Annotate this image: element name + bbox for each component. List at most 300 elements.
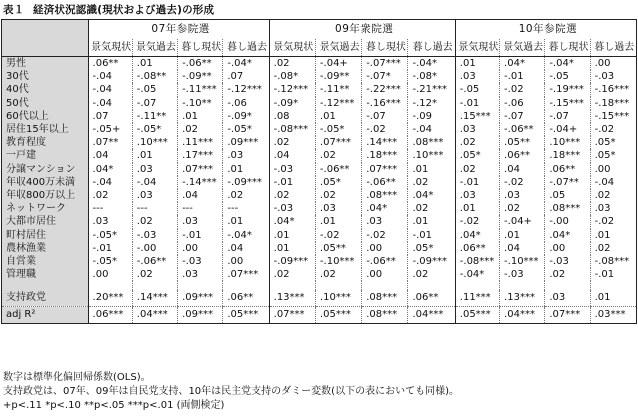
row-label: 60代以上 bbox=[2, 110, 89, 123]
coef-cell: -.04 bbox=[132, 176, 177, 189]
coef-cell: .08*** bbox=[362, 189, 408, 202]
coef-cell: -.15*** bbox=[590, 110, 636, 123]
coef-cell: .02 bbox=[178, 123, 223, 136]
coef-cell: .01 bbox=[408, 163, 455, 176]
row-label: 50代 bbox=[2, 97, 89, 110]
coef-cell: .02 bbox=[408, 176, 455, 189]
coef-cell: -.04* bbox=[223, 229, 269, 242]
coef-cell: .03 bbox=[132, 163, 177, 176]
coef-cell: -.09*** bbox=[408, 255, 455, 268]
coef-cell: -.09*** bbox=[223, 176, 269, 189]
coef-cell: .04* bbox=[455, 229, 499, 242]
table-row bbox=[2, 83, 637, 96]
table-row bbox=[2, 268, 637, 281]
subheader-cell: 景気過去 bbox=[132, 39, 177, 57]
coef-cell: -.02 bbox=[500, 176, 545, 189]
coef-cell: .00 bbox=[545, 242, 590, 255]
coef-cell: -.05 bbox=[132, 83, 177, 96]
coef-cell: -.05* bbox=[132, 123, 177, 136]
coef-cell: --- bbox=[223, 202, 269, 215]
coef-cell: -.03 bbox=[500, 268, 545, 281]
row-label: 分譲マンション bbox=[2, 163, 89, 176]
coef-cell: .11*** bbox=[455, 290, 499, 307]
coef-cell: .02 bbox=[269, 268, 315, 281]
coef-cell: .03 bbox=[132, 189, 177, 202]
row-label: 年収800万以上 bbox=[2, 189, 89, 202]
coef-cell: .10*** bbox=[132, 136, 177, 149]
coef-cell: .02 bbox=[132, 215, 177, 228]
subheader-cell: 暮し現状 bbox=[545, 39, 590, 57]
coef-cell: .03 bbox=[178, 215, 223, 228]
subheader-cell: 暮し現状 bbox=[362, 39, 408, 57]
coef-cell: .06** bbox=[455, 242, 499, 255]
coef-cell: -.01 bbox=[269, 176, 315, 189]
coef-cell: -.07 bbox=[362, 110, 408, 123]
coef-cell: -.22*** bbox=[362, 83, 408, 96]
table-row bbox=[2, 202, 637, 215]
coef-cell: .04* bbox=[500, 57, 545, 71]
coef-cell: .02 bbox=[132, 268, 177, 281]
table-row bbox=[2, 97, 637, 110]
subheader-cell: 暮し現状 bbox=[178, 39, 223, 57]
coef-cell: -.09*** bbox=[269, 255, 315, 268]
coef-cell: -.07** bbox=[545, 176, 590, 189]
year-header-2010: 10年参院選 bbox=[455, 20, 636, 40]
coef-cell: -.04 bbox=[88, 97, 132, 110]
coef-cell: -.01 bbox=[178, 229, 223, 242]
note-significance: +p<.11 *p<.10 **p<.05 ***p<.01 (両側検定) bbox=[3, 400, 225, 411]
spacer-cell bbox=[315, 281, 361, 290]
coef-cell: .02 bbox=[269, 57, 315, 71]
coef-cell: .09*** bbox=[178, 307, 223, 324]
coef-cell: -.11** bbox=[315, 83, 361, 96]
coef-cell: .03 bbox=[455, 123, 499, 136]
coef-cell: -.07*** bbox=[362, 57, 408, 71]
coef-cell: .02 bbox=[315, 189, 361, 202]
subheader-cell: 暮し過去 bbox=[590, 39, 636, 57]
coef-cell: .05*** bbox=[455, 307, 499, 324]
coef-cell: .07 bbox=[88, 110, 132, 123]
coef-cell: .01 bbox=[132, 57, 177, 71]
coef-cell: .08*** bbox=[362, 307, 408, 324]
coef-cell: .01 bbox=[408, 215, 455, 228]
row-label: 40代 bbox=[2, 83, 89, 96]
spacer-cell bbox=[500, 281, 545, 290]
coef-cell: .02 bbox=[315, 149, 361, 162]
coef-cell: .07 bbox=[223, 70, 269, 83]
coef-cell: -.06** bbox=[178, 57, 223, 71]
coef-cell: -.01 bbox=[88, 242, 132, 255]
coef-cell: .04* bbox=[269, 215, 315, 228]
coef-cell: .03 bbox=[455, 70, 499, 83]
coef-cell: .02 bbox=[545, 268, 590, 281]
spacer-cell bbox=[269, 281, 315, 290]
spacer-cell bbox=[178, 281, 223, 290]
coef-cell: -.02 bbox=[315, 229, 361, 242]
coef-cell: -.12* bbox=[408, 97, 455, 110]
row-label: adj R² bbox=[2, 307, 89, 324]
coef-cell: .02 bbox=[88, 189, 132, 202]
coef-cell: -.00 bbox=[545, 215, 590, 228]
coef-cell: .02 bbox=[455, 136, 499, 149]
table-row bbox=[2, 229, 637, 242]
row-label: 支持政党 bbox=[2, 290, 89, 307]
coef-cell: .01 bbox=[500, 229, 545, 242]
coef-cell: -.07 bbox=[132, 97, 177, 110]
spacer-row bbox=[2, 281, 637, 290]
coef-cell: .01 bbox=[223, 163, 269, 176]
coef-cell: -.04* bbox=[223, 57, 269, 71]
coef-cell: --- bbox=[132, 202, 177, 215]
coef-cell: -.04 bbox=[88, 83, 132, 96]
note-coefficients: 数字は標準化偏回帰係数(OLS)。 bbox=[3, 372, 151, 383]
coef-cell: -.08* bbox=[269, 70, 315, 83]
coef-cell: -.06** bbox=[500, 123, 545, 136]
coef-cell: -.03 bbox=[269, 202, 315, 215]
coef-cell: .08*** bbox=[545, 202, 590, 215]
coef-cell: .02 bbox=[269, 189, 315, 202]
coef-cell: -.01 bbox=[455, 97, 499, 110]
spacer-cell bbox=[223, 281, 269, 290]
coef-cell: .10*** bbox=[315, 290, 361, 307]
coef-cell: -.06 bbox=[500, 97, 545, 110]
row-label: 居住15年以上 bbox=[2, 123, 89, 136]
coef-cell: -.12*** bbox=[315, 97, 361, 110]
coef-cell: -.09** bbox=[315, 70, 361, 83]
table-row bbox=[2, 123, 637, 136]
spacer-cell bbox=[408, 281, 455, 290]
coef-cell: .02 bbox=[223, 189, 269, 202]
coef-cell: -.01 bbox=[408, 229, 455, 242]
coef-cell: .00 bbox=[223, 255, 269, 268]
coef-cell: .07*** bbox=[223, 268, 269, 281]
coef-cell: .09*** bbox=[178, 290, 223, 307]
coef-cell: .14*** bbox=[362, 136, 408, 149]
table-row bbox=[2, 136, 637, 149]
subheader-cell: 景気現状 bbox=[455, 39, 499, 57]
coef-cell: .02 bbox=[269, 136, 315, 149]
coef-cell: .01 bbox=[455, 202, 499, 215]
coef-cell: .04*** bbox=[500, 307, 545, 324]
coef-cell: -.04+ bbox=[315, 57, 361, 71]
coef-cell: -.21*** bbox=[408, 83, 455, 96]
coef-cell: .05*** bbox=[315, 307, 361, 324]
coef-cell: .05* bbox=[590, 136, 636, 149]
coef-cell: .17*** bbox=[178, 149, 223, 162]
table-row bbox=[2, 189, 637, 202]
row-label: 一戸建 bbox=[2, 149, 89, 162]
coef-cell: --- bbox=[178, 202, 223, 215]
coef-cell: .11*** bbox=[178, 136, 223, 149]
coef-cell: -.07 bbox=[545, 110, 590, 123]
coef-cell: .01 bbox=[315, 110, 361, 123]
table-row bbox=[2, 255, 637, 268]
coef-cell: -.09* bbox=[269, 97, 315, 110]
coef-cell: -.05 bbox=[455, 83, 499, 96]
coef-cell: -.08*** bbox=[590, 255, 636, 268]
spacer-cell bbox=[455, 281, 499, 290]
coef-cell: .06** bbox=[545, 163, 590, 176]
coef-cell: .08*** bbox=[408, 136, 455, 149]
subheader-cell: 暮し過去 bbox=[223, 39, 269, 57]
coef-cell: -.10*** bbox=[500, 255, 545, 268]
coef-cell: -.15*** bbox=[545, 97, 590, 110]
coef-cell: .02 bbox=[500, 202, 545, 215]
coef-cell: -.08*** bbox=[455, 255, 499, 268]
coef-cell: .05* bbox=[315, 176, 361, 189]
coef-cell: -.02 bbox=[500, 83, 545, 96]
coef-cell: .05* bbox=[590, 149, 636, 162]
subheader-cell: 景気過去 bbox=[315, 39, 361, 57]
coef-cell: -.04* bbox=[408, 57, 455, 71]
coef-cell: -.04+ bbox=[545, 123, 590, 136]
coef-cell: -.05 bbox=[545, 70, 590, 83]
coef-cell: -.19*** bbox=[545, 83, 590, 96]
coef-cell: .10*** bbox=[408, 149, 455, 162]
coef-cell: -.02 bbox=[362, 123, 408, 136]
coef-cell: .05* bbox=[408, 242, 455, 255]
coef-cell: .01 bbox=[590, 229, 636, 242]
coef-cell: .20*** bbox=[88, 290, 132, 307]
coef-cell: -.06 bbox=[223, 97, 269, 110]
coef-cell: .04 bbox=[500, 163, 545, 176]
coef-cell: -.01 bbox=[590, 268, 636, 281]
subheader-cell: 暮し過去 bbox=[408, 39, 455, 57]
coef-cell: .08 bbox=[269, 110, 315, 123]
coef-cell: .03 bbox=[88, 215, 132, 228]
coef-cell: .06** bbox=[408, 290, 455, 307]
coef-cell: .00 bbox=[590, 57, 636, 71]
coef-cell: -.04+ bbox=[500, 215, 545, 228]
coef-cell: .02 bbox=[408, 268, 455, 281]
coef-cell: -.04* bbox=[545, 57, 590, 71]
coef-cell: -.16*** bbox=[590, 83, 636, 96]
coef-cell: .05 bbox=[545, 189, 590, 202]
coef-cell: -.04* bbox=[455, 268, 499, 281]
coef-cell: -.05+ bbox=[88, 123, 132, 136]
regression-table bbox=[1, 19, 637, 324]
coef-cell: -.03 bbox=[590, 70, 636, 83]
coef-cell: .01 bbox=[178, 110, 223, 123]
coef-cell: .06** bbox=[500, 149, 545, 162]
coef-cell: --- bbox=[88, 202, 132, 215]
coef-cell: .01 bbox=[223, 215, 269, 228]
coef-cell: .01 bbox=[590, 290, 636, 307]
coef-cell: .01 bbox=[269, 229, 315, 242]
coef-cell: .00 bbox=[590, 163, 636, 176]
coef-cell: -.11*** bbox=[178, 83, 223, 96]
spacer-cell bbox=[590, 281, 636, 290]
coef-cell: .01 bbox=[269, 242, 315, 255]
coef-cell: .14*** bbox=[132, 290, 177, 307]
coef-cell: .04 bbox=[88, 149, 132, 162]
coef-cell: .09*** bbox=[223, 136, 269, 149]
row-label: 自営業 bbox=[2, 255, 89, 268]
coef-cell: -.04 bbox=[408, 123, 455, 136]
coef-cell: -.04 bbox=[88, 70, 132, 83]
coef-cell: -.07* bbox=[362, 70, 408, 83]
coef-cell: .00 bbox=[362, 268, 408, 281]
coef-cell: -.05* bbox=[88, 255, 132, 268]
coef-cell: .18*** bbox=[362, 149, 408, 162]
coef-cell: -.08* bbox=[408, 70, 455, 83]
coef-cell: .07** bbox=[88, 136, 132, 149]
table-notes bbox=[3, 371, 459, 413]
coef-cell: -.10*** bbox=[315, 255, 361, 268]
coef-cell: .15*** bbox=[455, 110, 499, 123]
coef-cell: .07*** bbox=[362, 163, 408, 176]
corner-cell bbox=[2, 20, 89, 57]
coef-cell: -.01 bbox=[455, 176, 499, 189]
coef-cell: .00 bbox=[362, 242, 408, 255]
subheader-cell: 景気現状 bbox=[269, 39, 315, 57]
subheader-row bbox=[2, 39, 637, 57]
coef-cell: .02 bbox=[590, 242, 636, 255]
coef-cell: .03 bbox=[545, 290, 590, 307]
coef-cell: .03 bbox=[223, 149, 269, 162]
coef-cell: .13*** bbox=[500, 290, 545, 307]
row-label: 町村居住 bbox=[2, 229, 89, 242]
coef-cell: .03 bbox=[362, 215, 408, 228]
year-header-2007: 07年参院選 bbox=[88, 20, 269, 40]
coef-cell: -.06** bbox=[362, 255, 408, 268]
coef-cell: -.03 bbox=[545, 255, 590, 268]
year-header-2009: 09年衆院選 bbox=[269, 20, 455, 40]
table-row bbox=[2, 215, 637, 228]
coef-cell: .03*** bbox=[590, 307, 636, 324]
coef-cell: -.06** bbox=[132, 255, 177, 268]
coef-cell: -.02 bbox=[590, 123, 636, 136]
row-label: 農林漁業 bbox=[2, 242, 89, 255]
spacer-cell bbox=[132, 281, 177, 290]
spacer-cell bbox=[2, 281, 89, 290]
coef-cell: .18*** bbox=[545, 149, 590, 162]
coef-cell: .06*** bbox=[88, 307, 132, 324]
coef-cell: .04* bbox=[88, 163, 132, 176]
coef-cell: .05** bbox=[315, 242, 361, 255]
coef-cell: .03 bbox=[590, 202, 636, 215]
coef-cell: .05** bbox=[500, 136, 545, 149]
coef-cell: -.09** bbox=[178, 70, 223, 83]
coef-cell: .06** bbox=[88, 57, 132, 71]
subheader-cell: 景気過去 bbox=[500, 39, 545, 57]
coef-cell: .07*** bbox=[315, 136, 361, 149]
coef-cell: -.02 bbox=[362, 229, 408, 242]
table-row bbox=[2, 57, 637, 71]
coef-cell: .05* bbox=[455, 149, 499, 162]
coef-cell: .02 bbox=[590, 189, 636, 202]
coef-cell: .02 bbox=[408, 202, 455, 215]
coef-cell: -.03 bbox=[269, 163, 315, 176]
coef-cell: -.11** bbox=[132, 110, 177, 123]
coef-cell: -.09 bbox=[408, 110, 455, 123]
coef-cell: -.05* bbox=[315, 123, 361, 136]
coef-cell: -.02 bbox=[455, 215, 499, 228]
support-row bbox=[2, 290, 637, 307]
coef-cell: .04 bbox=[269, 149, 315, 162]
coef-cell: .04 bbox=[500, 242, 545, 255]
coef-cell: .02 bbox=[455, 163, 499, 176]
coef-cell: .04*** bbox=[408, 307, 455, 324]
coef-cell: .08*** bbox=[362, 290, 408, 307]
coef-cell: .00 bbox=[178, 242, 223, 255]
coef-cell: -.03 bbox=[178, 255, 223, 268]
spacer-cell bbox=[545, 281, 590, 290]
coef-cell: .04* bbox=[362, 202, 408, 215]
coef-cell: -.14*** bbox=[178, 176, 223, 189]
subheader-cell: 景気現状 bbox=[88, 39, 132, 57]
table-row bbox=[2, 110, 637, 123]
row-label: 大都市居住 bbox=[2, 215, 89, 228]
coef-cell: -.12*** bbox=[269, 83, 315, 96]
table-row bbox=[2, 70, 637, 83]
table-row bbox=[2, 149, 637, 162]
row-label: 管理職 bbox=[2, 268, 89, 281]
table-row bbox=[2, 163, 637, 176]
coef-cell: -.12*** bbox=[223, 83, 269, 96]
coef-cell: .04 bbox=[178, 189, 223, 202]
adj-r2-row bbox=[2, 307, 637, 324]
coef-cell: .07*** bbox=[269, 307, 315, 324]
coef-cell: -.06** bbox=[362, 176, 408, 189]
table-number: 表１ bbox=[3, 4, 25, 16]
row-label: 年収400万未満 bbox=[2, 176, 89, 189]
coef-cell: -.06** bbox=[315, 163, 361, 176]
table-caption bbox=[3, 2, 214, 16]
coef-cell: -.02 bbox=[590, 215, 636, 228]
coef-cell: .07*** bbox=[178, 163, 223, 176]
note-party-support: 支持政党は、07年、09年は自民党支持、10年は民主党支持のダミー変数(以下の表においても同様)。 bbox=[3, 386, 459, 397]
coef-cell: .03 bbox=[455, 189, 499, 202]
table-title: 経済状況認識(現状および過去)の形成 bbox=[33, 4, 215, 16]
coef-cell: .02 bbox=[315, 268, 361, 281]
coef-cell: .03 bbox=[500, 189, 545, 202]
coef-cell: -.10** bbox=[178, 97, 223, 110]
year-header-row bbox=[2, 20, 637, 40]
coef-cell: .03 bbox=[178, 268, 223, 281]
coef-cell: -.04 bbox=[590, 176, 636, 189]
coef-cell: -.18*** bbox=[590, 97, 636, 110]
coef-cell: -.00 bbox=[132, 242, 177, 255]
coef-cell: .04* bbox=[408, 189, 455, 202]
coef-cell: .03 bbox=[315, 202, 361, 215]
coef-cell: -.16*** bbox=[362, 97, 408, 110]
coef-cell: .10*** bbox=[545, 136, 590, 149]
coef-cell: .04 bbox=[223, 242, 269, 255]
coef-cell: .05*** bbox=[223, 307, 269, 324]
coef-cell: -.08** bbox=[132, 70, 177, 83]
coef-cell: -.04 bbox=[88, 176, 132, 189]
table-row bbox=[2, 242, 637, 255]
row-label: 男性 bbox=[2, 57, 89, 71]
coef-cell: -.09* bbox=[223, 110, 269, 123]
coef-cell: .01 bbox=[455, 57, 499, 71]
coef-cell: -.07 bbox=[500, 110, 545, 123]
coef-cell: -.01 bbox=[500, 70, 545, 83]
coef-cell: .01 bbox=[315, 215, 361, 228]
coef-cell: .06** bbox=[223, 290, 269, 307]
row-label: 教育程度 bbox=[2, 136, 89, 149]
spacer-cell bbox=[362, 281, 408, 290]
spacer-cell bbox=[88, 281, 132, 290]
coef-cell: .00 bbox=[88, 268, 132, 281]
coef-cell: .13*** bbox=[269, 290, 315, 307]
coef-cell: -.05* bbox=[223, 123, 269, 136]
coef-cell: -.03 bbox=[132, 229, 177, 242]
row-label: ネットワーク bbox=[2, 202, 89, 215]
coef-cell: .07*** bbox=[545, 307, 590, 324]
coef-cell: -.08*** bbox=[269, 123, 315, 136]
